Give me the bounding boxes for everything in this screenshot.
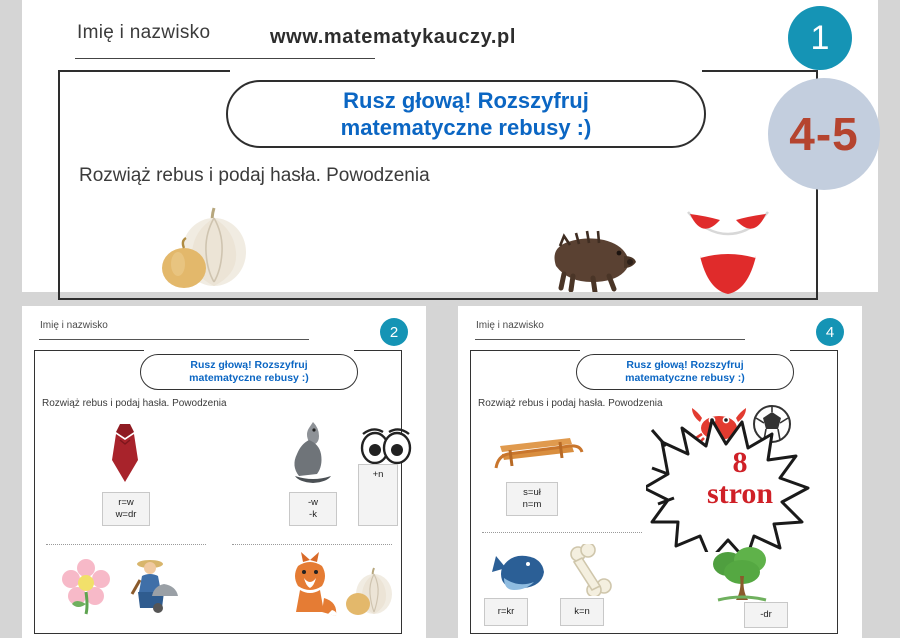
tie-illustration bbox=[108, 422, 142, 486]
tree-clue-box bbox=[744, 602, 788, 628]
whale-illustration bbox=[488, 544, 550, 594]
site-url: www.matematykauczy.pl bbox=[270, 26, 517, 48]
bone-clue-box bbox=[560, 598, 604, 626]
garlic-illustration bbox=[152, 196, 272, 292]
eyes-clue-line-1: +n bbox=[372, 469, 384, 480]
row-separator-left bbox=[46, 544, 206, 545]
worksheet-title-line-2: matematyczne rebusy :) bbox=[340, 115, 592, 140]
worksheet-instruction: Rozwiąż rebus i podaj hasła. Powodzenia bbox=[79, 165, 430, 186]
worksheet-title bbox=[226, 80, 706, 148]
burst-word: stron bbox=[706, 477, 774, 510]
garlic-illustration bbox=[344, 562, 402, 616]
name-field-line bbox=[475, 339, 745, 340]
worksheet-title-line-1: Rusz głową! Rozszyfruj bbox=[626, 359, 744, 371]
sled-clue-line-2: n=m bbox=[522, 499, 542, 510]
boar-illustration bbox=[540, 222, 640, 292]
page-count-burst bbox=[646, 412, 834, 552]
sled-clue-line-1: s=uł bbox=[523, 487, 541, 498]
bone-clue-line-1: k=n bbox=[574, 606, 590, 617]
wolf-clue-line-1: -w bbox=[307, 497, 319, 508]
worksheet-border-top-left bbox=[470, 350, 580, 351]
whale-clue-line-1: r=kr bbox=[497, 606, 515, 617]
page-range-badge: 4-5 bbox=[768, 78, 880, 190]
burst-number: 8 bbox=[732, 446, 748, 479]
row-separator-left bbox=[482, 532, 642, 533]
worksheet-instruction: Rozwiąż rebus i podaj hasła. Powodzenia bbox=[42, 398, 227, 409]
tree-clue-line-1: -dr bbox=[760, 609, 772, 620]
worksheet-title-line-1: Rusz głową! Rozszyfruj bbox=[190, 359, 308, 371]
sled-illustration bbox=[490, 428, 586, 476]
worksheet-title-line-2: matematyczne rebusy :) bbox=[625, 372, 745, 384]
fox-illustration bbox=[280, 552, 340, 616]
tree-illustration bbox=[708, 546, 776, 602]
worksheet-border-top-left bbox=[58, 70, 230, 72]
wolf-clue-line-2: -k bbox=[309, 509, 317, 520]
worksheet-preview-page-2 bbox=[22, 306, 426, 638]
name-field-label: Imię i nazwisko bbox=[40, 320, 108, 331]
whale-clue-box bbox=[484, 598, 528, 626]
worksheet-border-top-right bbox=[790, 350, 838, 351]
worksheet-title bbox=[140, 354, 358, 390]
name-field-label: Imię i nazwisko bbox=[476, 320, 544, 331]
page-badge-1: 1 bbox=[788, 6, 852, 70]
tie-clue-line-1: r=w bbox=[118, 497, 134, 508]
bikini-illustration bbox=[682, 198, 774, 294]
worksheet-border-top-right bbox=[354, 350, 402, 351]
name-field-line bbox=[39, 339, 309, 340]
worksheet-title bbox=[576, 354, 794, 390]
worksheet-title-line-2: matematyczne rebusy :) bbox=[189, 372, 309, 384]
wolf-illustration bbox=[287, 418, 343, 486]
worksheet-border-top-right bbox=[702, 70, 818, 72]
worksheet-preview-page-4 bbox=[458, 306, 862, 638]
page-badge-4: 4 bbox=[816, 318, 844, 346]
worksheet-preview-page-1 bbox=[22, 0, 878, 292]
flower-illustration bbox=[58, 556, 114, 616]
sled-clue-box bbox=[506, 482, 558, 516]
wolf-clue-box bbox=[289, 492, 337, 526]
gardener-illustration bbox=[122, 554, 186, 618]
bone-illustration bbox=[564, 544, 618, 596]
page-badge-2: 2 bbox=[380, 318, 408, 346]
worksheet-title-line-1: Rusz głową! Rozszyfruj bbox=[343, 88, 589, 113]
name-field-label: Imię i nazwisko bbox=[77, 22, 211, 43]
tie-clue-line-2: w=dr bbox=[115, 509, 137, 520]
worksheet-border-top-left bbox=[34, 350, 144, 351]
tie-clue-box bbox=[102, 492, 150, 526]
row-separator-right bbox=[232, 544, 392, 545]
name-field-line bbox=[75, 58, 375, 59]
worksheet-instruction: Rozwiąż rebus i podaj hasła. Powodzenia bbox=[478, 398, 663, 409]
eyes-illustration bbox=[359, 422, 413, 468]
eyes-clue-box bbox=[358, 464, 398, 526]
